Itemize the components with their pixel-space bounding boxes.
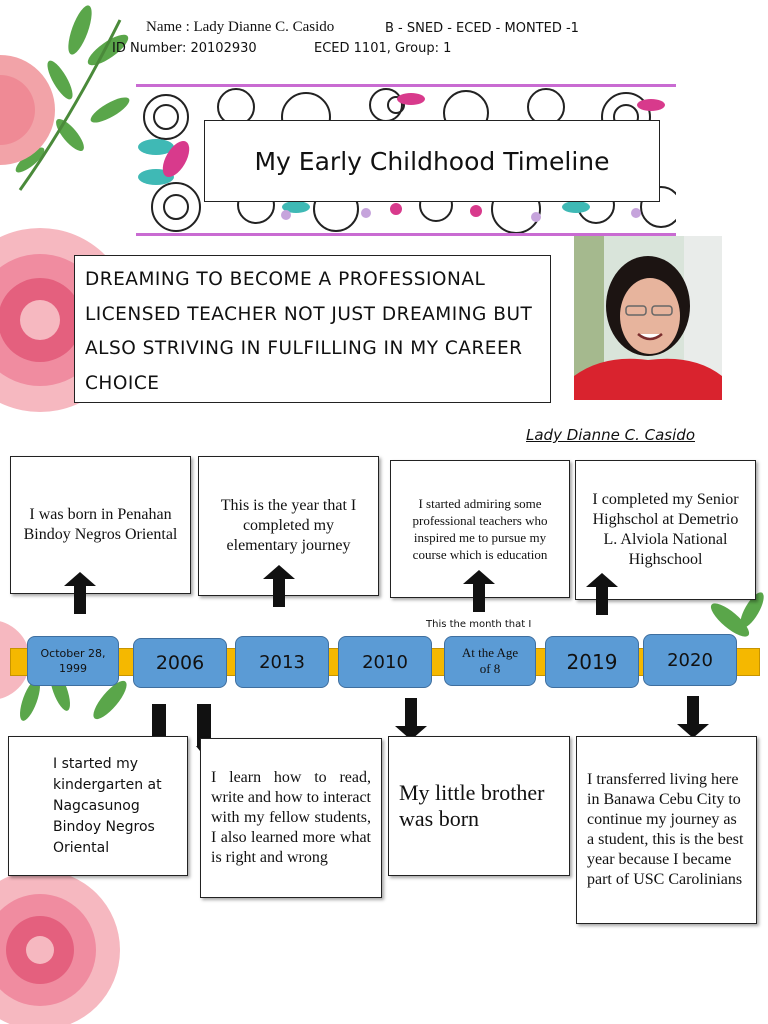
program-text: B - SNED - ECED - MONTED -1 (385, 21, 579, 36)
event-card-text: My little brother was born (399, 780, 545, 831)
event-card-text: I learn how to read, write and how to interact with my fellow students, I also learned more what is right and wrong (211, 769, 371, 866)
event-card-text: I was born in Penahan Bindoy Negros Oriental (23, 506, 178, 543)
down-arrow-icon (395, 698, 427, 740)
photo-image (574, 236, 722, 400)
timeline-node (444, 636, 536, 686)
page-title-text: My Early Childhood Timeline (254, 146, 610, 176)
timeline-node-label: At the Age of 8 (461, 645, 519, 676)
name-line (146, 19, 334, 36)
timeline-node (643, 634, 737, 686)
event-card-text: This is the year that I completed my elementary journey (220, 497, 357, 554)
course-group: ECED 1101, Group: 1 (314, 41, 452, 56)
timeline-node-label: 2019 (566, 650, 618, 674)
event-card-brother (388, 736, 570, 876)
up-arrow-icon (263, 565, 295, 607)
timeline-note: This the month that I (426, 619, 532, 630)
event-card-text: I completed my Senior Highschol at Demetrio L. Alviola National Highschool (592, 491, 739, 568)
event-card-text: I started my kindergarten at Nagcasunog Bindoy Negros Oriental (53, 755, 162, 856)
up-arrow-icon (64, 572, 96, 614)
event-card-born (10, 456, 191, 594)
timeline-node-label: 2020 (667, 649, 713, 671)
down-arrow-icon (152, 704, 166, 736)
timeline-node (27, 636, 119, 686)
down-arrow-icon (677, 696, 709, 738)
timeline-node-label: 2010 (362, 651, 408, 673)
timeline-node (338, 636, 432, 688)
up-arrow-icon (586, 573, 618, 615)
timeline-node (235, 636, 329, 688)
timeline-node (545, 636, 639, 688)
event-card-reading (200, 738, 382, 898)
id-number: ID Number: 20102930 (112, 41, 257, 56)
event-card-text: I started admiring some professional teachers who inspired me to pursue my course which is education (412, 496, 548, 562)
event-card-text: I transferred living here in Banawa Cebu City to continue my journey as a student, this is the best year because I became part of USC Carolinians (587, 771, 744, 888)
timeline-node-label: 2013 (259, 651, 305, 673)
page-title (204, 120, 660, 202)
timeline-node (133, 638, 227, 688)
timeline-node-label: October 28, 1999 (40, 647, 106, 675)
signature: Lady Dianne C. Casido (526, 426, 695, 444)
timeline-node-label: 2006 (155, 652, 205, 674)
event-card-transfer (576, 736, 757, 924)
dream-statement: DREAMING TO BECOME A PROFESSIONAL LICENSED TEACHER NOT JUST DREAMING BUT ALSO STRIVING IN FULFILLING IN MY CAREER CHOICE (74, 255, 551, 403)
event-card-kindergarten (8, 736, 188, 876)
student-name: Name : Lady Dianne C. Casido (146, 19, 335, 35)
up-arrow-icon (463, 570, 495, 612)
profile-photo (574, 236, 722, 400)
